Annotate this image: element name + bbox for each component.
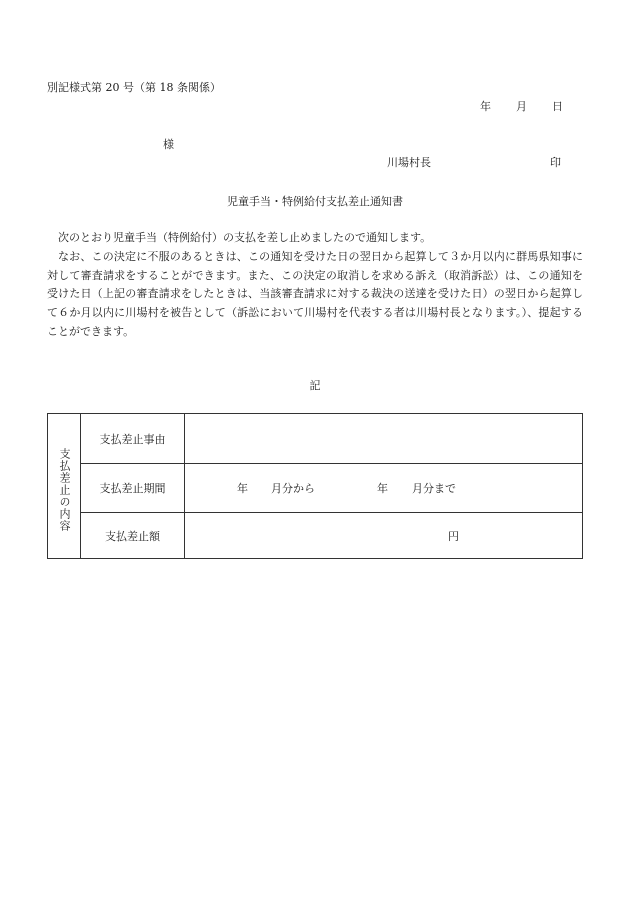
period-label: 支払差止期間 (99, 482, 166, 495)
period-to-month: 月分まで (412, 482, 456, 495)
addressee-suffix: 様 (163, 138, 174, 151)
reason-value-cell (185, 414, 582, 463)
period-value-cell (185, 464, 582, 512)
seal-mark: 印 (550, 156, 561, 169)
sender-name: 川場村長 (387, 156, 431, 169)
date-day-label: 日 (552, 100, 563, 113)
amount-label: 支払差止額 (105, 530, 160, 543)
side-header-label: 支払差止の内容 (58, 448, 71, 532)
reason-label: 支払差止事由 (99, 432, 166, 446)
details-table (47, 413, 583, 559)
ki-heading: 記 (309, 379, 321, 392)
amount-unit: 円 (448, 530, 459, 543)
notice-paragraph-1: 次のとおり児童手当（特例給付）の支払を差し止めましたので通知します。 (58, 231, 432, 244)
date-year-label: 年 (480, 100, 491, 113)
date-month-label: 月 (516, 100, 527, 113)
document-title: 児童手当・特例給付支払差止通知書 (227, 195, 403, 208)
reason-label-cell (81, 414, 185, 463)
period-to-year: 年 (377, 482, 388, 495)
amount-value-cell (185, 513, 582, 559)
period-from-year: 年 (237, 482, 248, 495)
notice-body (47, 229, 583, 342)
amount-label-cell (81, 513, 185, 559)
table-row-period (81, 464, 582, 513)
table-row-reason (81, 414, 582, 464)
table-row-amount (81, 513, 582, 559)
period-from-month: 月分から (271, 482, 315, 495)
period-label-cell (81, 464, 185, 512)
notice-paragraph-2: なお、この決定に不服のあるときは、この通知を受けた日の翌日から起算して３か月以内に群馬県知事に対して審査請求をすることができます。また、この決定の取消しを求める訴え（取消訴訟）は、この通知を受けた日（上記の審査請求をしたときは、当該審査請求に対する裁決の送達を受けた日）の翌日から起算して６か月以内に川場村を被告として（訴訟において川場村を代表する者は川場村長となります。）、提起することができます。 (47, 249, 583, 338)
date-line (480, 101, 563, 112)
form-number: 別記様式第 20 号（第 18 条関係） (47, 81, 221, 94)
side-header-cell (48, 414, 81, 558)
